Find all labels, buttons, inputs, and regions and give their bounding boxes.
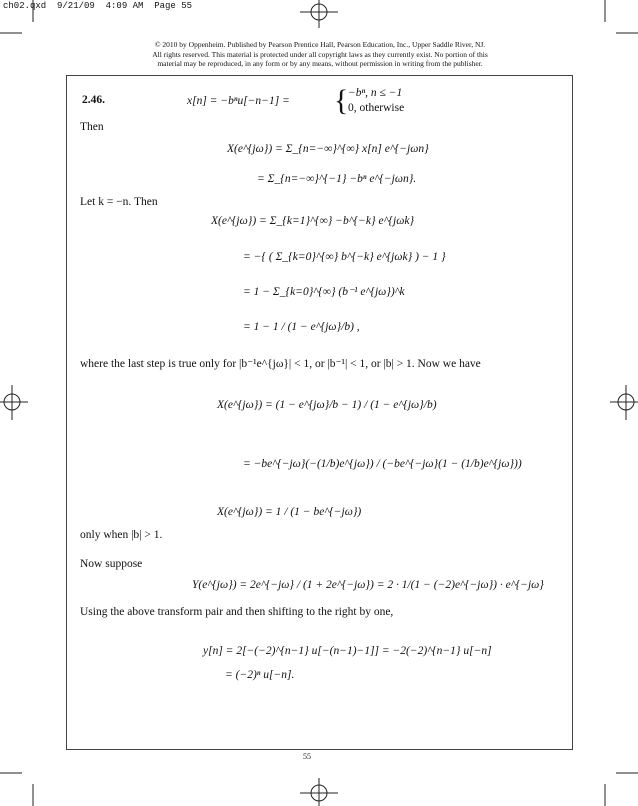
- equation-10: Y(e^{jω}) = 2e^{−jω} / (1 + 2e^{−jω}) = 2 · 1/(1 − (−2)e^{−jω}) · e^{−jω}: [192, 579, 544, 591]
- copyright-line-3: material may be reproduced, in any form or by any means, without permission in writing from the publisher.: [157, 59, 483, 68]
- text-using: Using the above transform pair and then shifting to the right by one,: [80, 606, 394, 618]
- problem-number: 2.46.: [82, 94, 105, 106]
- text-now-suppose: Now suppose: [80, 558, 143, 570]
- equation-8: = −be^{−jω}(−(1/b)e^{jω}) / (−be^{−jω}(1 − (1/b)e^{jω})): [243, 458, 522, 470]
- text-let-k: Let k = −n. Then: [80, 196, 158, 208]
- equation-4: = −{ ( Σ_{k=0}^{∞} b^{−k} e^{jωk} ) − 1 }: [243, 251, 446, 263]
- equation-12: = (−2)ⁿ u[−n].: [225, 669, 295, 681]
- copyright-line-2: All rights reserved. This material is protected under all copyright laws as they currently exist. No portion of this: [152, 49, 488, 59]
- cases-brace: {: [334, 84, 349, 117]
- copyright-notice: [120, 40, 520, 69]
- equation-3: X(e^{jω}) = Σ_{k=1}^{∞} −b^{−k} e^{jωk}: [211, 215, 415, 227]
- copyright-line-1: © 2010 by Oppenheim. Published by Pearson Prentice Hall, Pearson Education, Inc., Upper Saddle River, NJ.: [154, 40, 486, 49]
- equation-2: = Σ_{n=−∞}^{−1} −bⁿ e^{−jωn}.: [257, 173, 417, 185]
- definition-equation: x[n] = −bⁿu[−n−1] =: [187, 95, 290, 107]
- equation-1: X(e^{jω}) = Σ_{n=−∞}^{∞} x[n] e^{−jωn}: [227, 143, 429, 155]
- text-only-when: only when |b| > 1.: [80, 529, 163, 541]
- text-where: where the last step is true only for |b⁻¹e^{jω}| < 1, or |b⁻¹| < 1, or |b| > 1. Now we have: [80, 358, 481, 370]
- equation-9: X(e^{jω}) = 1 / (1 − be^{−jω}): [217, 506, 362, 518]
- equation-5: = 1 − Σ_{k=0}^{∞} (b⁻¹ e^{jω})^k: [243, 286, 405, 298]
- page-number: 55: [303, 752, 311, 761]
- text-then: Then: [80, 121, 104, 133]
- equation-6: = 1 − 1 / (1 − e^{jω}/b) ,: [243, 321, 360, 333]
- equation-7: X(e^{jω}) = (1 − e^{jω}/b − 1) / (1 − e^{jω}/b): [217, 399, 437, 411]
- case-2: 0, otherwise: [348, 102, 405, 114]
- case-1: −bⁿ, n ≤ −1: [348, 87, 403, 99]
- equation-11: y[n] = 2[−(−2)^{n−1} u[−(n−1)−1]] = −2(−2)^{n−1} u[−n]: [203, 645, 492, 657]
- file-slug: ch02.qxd 9/21/09 4:09 AM Page 55: [3, 1, 193, 11]
